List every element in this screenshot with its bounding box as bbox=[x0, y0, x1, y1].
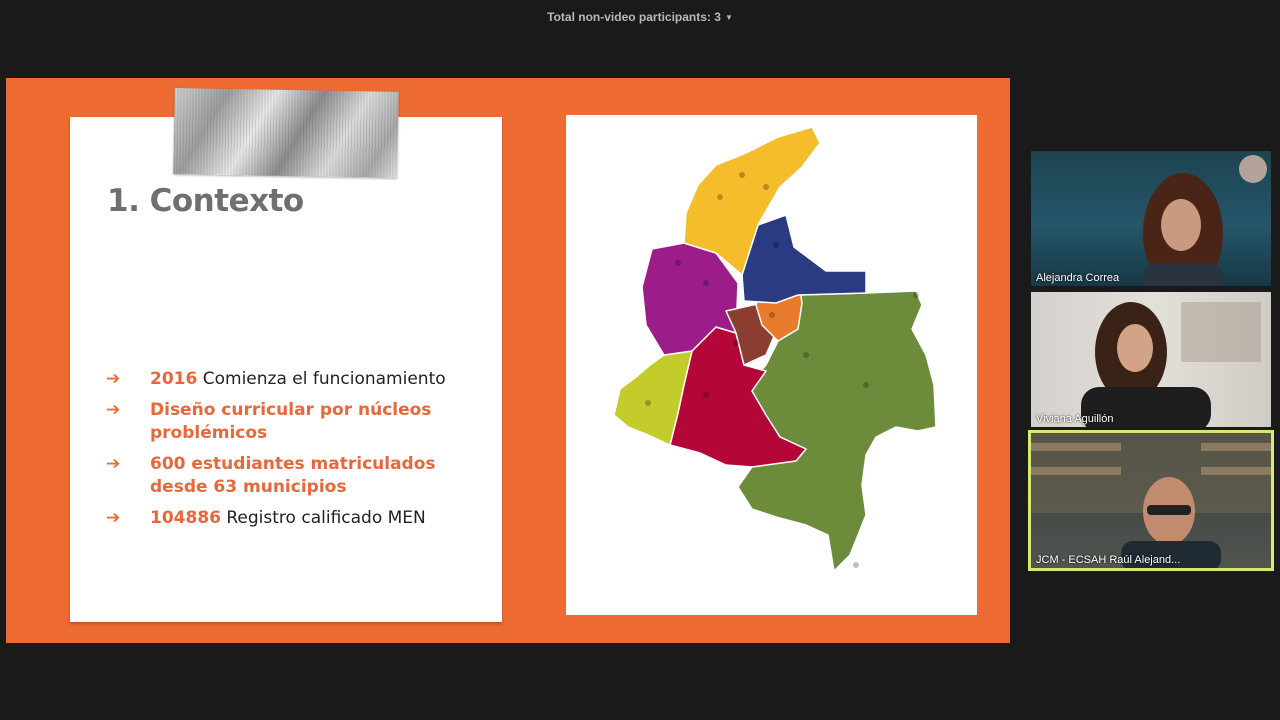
bullet-highlight: Diseño curricular por núcleos problémicos bbox=[150, 400, 432, 443]
shared-slide bbox=[6, 78, 1010, 643]
video-feed-graphic bbox=[1031, 292, 1271, 427]
slide-title: 1. Contexto bbox=[107, 183, 304, 219]
video-feed-graphic bbox=[1031, 433, 1271, 568]
bullet-text: Registro calificado MEN bbox=[220, 508, 426, 528]
map-card bbox=[566, 115, 977, 615]
top-bar bbox=[0, 0, 1280, 34]
participant-tile-active-speaker[interactable] bbox=[1031, 433, 1271, 568]
bullet-item bbox=[106, 368, 466, 391]
bullet-highlight: 104886 bbox=[150, 508, 221, 528]
bullet-list bbox=[106, 368, 466, 538]
bullet-highlight: 600 estudiantes matriculados desde 63 municipios bbox=[150, 454, 436, 497]
participants-label: Total non-video participants: 3 bbox=[547, 10, 721, 24]
bullet-text: Comienza el funcionamiento bbox=[197, 369, 446, 389]
participant-name: Alejandra Correa bbox=[1036, 272, 1120, 284]
caret-down-icon: ▼ bbox=[724, 12, 733, 22]
colombia-regions-map bbox=[566, 115, 977, 615]
arrow-right-icon: ➔ bbox=[106, 508, 121, 528]
bullet-item bbox=[106, 453, 466, 499]
bullet-highlight: 2016 bbox=[150, 369, 198, 389]
tape-decoration bbox=[173, 88, 398, 178]
arrow-right-icon: ➔ bbox=[106, 454, 121, 474]
video-feed-graphic bbox=[1031, 151, 1271, 286]
participant-name: JCM - ECSAH Raúl Alejand... bbox=[1036, 554, 1181, 566]
bullet-item bbox=[106, 399, 466, 445]
bullet-item bbox=[106, 507, 466, 530]
map-region-navy bbox=[742, 215, 866, 303]
arrow-right-icon: ➔ bbox=[106, 400, 121, 420]
participant-tile[interactable] bbox=[1031, 292, 1271, 427]
participant-tile[interactable] bbox=[1031, 151, 1271, 286]
non-video-participants-dropdown[interactable] bbox=[547, 10, 733, 24]
participant-name: Viviana Aguillón bbox=[1036, 413, 1114, 425]
arrow-right-icon: ➔ bbox=[106, 369, 121, 389]
